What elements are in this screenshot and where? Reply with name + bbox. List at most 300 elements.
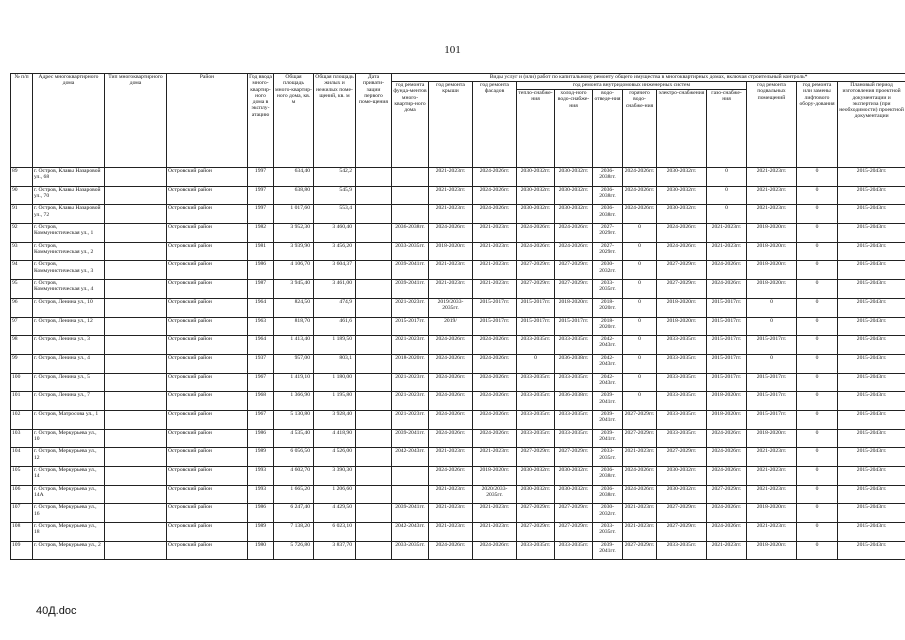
cell-facade: 2024-2026гг. [473, 541, 517, 560]
cell-cold-water: 2033-2035гг. [555, 410, 593, 429]
cell-total-area: 7 138,20 [274, 523, 314, 542]
cell-gas: 0 [707, 186, 747, 205]
cell-foundation: 2039-2041гг. [392, 261, 429, 280]
cell-num: 108 [11, 523, 33, 542]
cell-design: 2015-2043гг. [838, 448, 905, 467]
cell-heat: 2015-2017гг. [517, 317, 555, 336]
cell-facade: 2021-2023гг. [473, 448, 517, 467]
cell-type [105, 280, 167, 299]
header-design: Плановый период изготовления проектной документации и экспертиза (при необходимости) проектной документации [838, 82, 905, 168]
cell-gas: 0 [707, 205, 747, 224]
cell-basement: 2021-2023гг. [747, 205, 797, 224]
cell-roof: 2021-2023гг. [429, 523, 473, 542]
cell-sewer: 2033-2035гг. [593, 280, 623, 299]
cell-privatization [356, 523, 392, 542]
cell-sewer: 2036-2038гг. [593, 205, 623, 224]
table-row [11, 392, 905, 411]
header-hot-water: горячего водо-снабже-ния [623, 90, 657, 168]
cell-elevator: 0 [797, 448, 838, 467]
cell-basement: 2018-2020гг. [747, 280, 797, 299]
cell-total-area: 4 535,40 [274, 429, 314, 448]
cell-sewer: 2033-2035гг. [593, 448, 623, 467]
cell-district: Островский район [167, 298, 248, 317]
cell-type [105, 224, 167, 243]
cell-elevator: 0 [797, 205, 838, 224]
header-cold-water: холод-ного водо-снабже-ния [555, 90, 593, 168]
cell-roof: 2024-2026гг. [429, 410, 473, 429]
cell-heat: 2024-2026гг. [517, 242, 555, 261]
cell-hot-water: 0 [623, 261, 657, 280]
cell-total-area: 6 056,50 [274, 448, 314, 467]
cell-total-area: 4 602,70 [274, 467, 314, 486]
cell-num: 97 [11, 317, 33, 336]
cell-num: 95 [11, 280, 33, 299]
cell-gas: 2021-2023гг. [707, 224, 747, 243]
table-row [11, 410, 905, 429]
cell-sewer: 2030-2032гг. [593, 261, 623, 280]
cell-year: 1987 [248, 280, 274, 299]
table-row [11, 523, 905, 542]
cell-num: 105 [11, 467, 33, 486]
cell-hot-water: 2027-2029гг. [623, 410, 657, 429]
cell-elevator: 0 [797, 504, 838, 523]
cell-sewer: 2033-2035гг. [593, 523, 623, 542]
cell-hot-water: 0 [623, 280, 657, 299]
cell-foundation: 2021-2023гг. [392, 298, 429, 317]
cell-address: г. Остров, Клавы Назаровой ул., 72 [33, 205, 105, 224]
cell-gas: 0 [707, 168, 747, 187]
cell-district: Островский район [167, 373, 248, 392]
header-gas: газо-снабже-ния [707, 90, 747, 168]
cell-roof: 2024-2026гг. [429, 373, 473, 392]
cell-type [105, 410, 167, 429]
cell-basement: 2018-2020гг. [747, 242, 797, 261]
cell-cold-water: 2030-2032гг. [555, 485, 593, 504]
cell-electric: 2027-2029гг. [657, 261, 707, 280]
header-district: Район [167, 74, 248, 168]
cell-year: 1997 [248, 168, 274, 187]
cell-num: 102 [11, 410, 33, 429]
cell-hot-water: 2024-2026гг. [623, 205, 657, 224]
cell-electric: 2033-2035гг. [657, 354, 707, 373]
cell-basement: 2018-2020гг. [747, 429, 797, 448]
cell-total-area: 5 726,80 [274, 541, 314, 560]
cell-facade: 2024-2026гг. [473, 429, 517, 448]
cell-address: г. Остров, Матросова ул., 1 [33, 410, 105, 429]
cell-living-area: 4 418,90 [314, 429, 356, 448]
cell-heat: 2033-2035гг. [517, 541, 555, 560]
cell-facade: 2021-2023гг. [473, 261, 517, 280]
cell-sewer: 2030-2032гг. [593, 504, 623, 523]
cell-cold-water: 2033-2035гг. [555, 373, 593, 392]
cell-facade: 2024-2026гг. [473, 168, 517, 187]
cell-design: 2015-2043гг. [838, 485, 905, 504]
cell-heat: 2030-2032гг. [517, 168, 555, 187]
cell-foundation: 2021-2023гг. [392, 336, 429, 355]
cell-privatization [356, 448, 392, 467]
cell-num: 106 [11, 485, 33, 504]
cell-num: 91 [11, 205, 33, 224]
cell-privatization [356, 467, 392, 486]
cell-facade: 2024-2026гг. [473, 205, 517, 224]
table-row [11, 205, 905, 224]
cell-design: 2015-2043гг. [838, 392, 905, 411]
cell-district: Островский район [167, 504, 248, 523]
cell-sewer: 2018-2020гг. [593, 317, 623, 336]
cell-basement: 2021-2023гг. [747, 168, 797, 187]
table-row [11, 429, 905, 448]
cell-foundation [392, 485, 429, 504]
cell-hot-water: 0 [623, 373, 657, 392]
cell-design: 2015-2043гг. [838, 541, 905, 560]
cell-district: Островский район [167, 448, 248, 467]
cell-design: 2015-2043гг. [838, 504, 905, 523]
cell-design: 2015-2043гг. [838, 373, 905, 392]
cell-privatization [356, 280, 392, 299]
cell-district: Островский район [167, 242, 248, 261]
cell-address: г. Остров, Ленина ул., 12 [33, 317, 105, 336]
cell-hot-water: 0 [623, 354, 657, 373]
table-row [11, 168, 905, 187]
cell-basement: 2018-2020гг. [747, 504, 797, 523]
cell-sewer: 2036-2038гг. [593, 467, 623, 486]
header-sewer: водо-отведе-ния [593, 90, 623, 168]
table-row [11, 541, 905, 560]
cell-hot-water: 2024-2026гг. [623, 485, 657, 504]
cell-hot-water: 2024-2026гг. [623, 168, 657, 187]
cell-facade: 2024-2026гг. [473, 373, 517, 392]
cell-roof: 2021-2023гг. [429, 448, 473, 467]
cell-heat: 2024-2026гг. [517, 224, 555, 243]
table-row [11, 485, 905, 504]
cell-roof: 2024-2026гг. [429, 354, 473, 373]
cell-total-area: 1 665,20 [274, 485, 314, 504]
cell-elevator: 0 [797, 280, 838, 299]
cell-basement: 0 [747, 317, 797, 336]
header-living-area: Общая площадь жилых и нежилых поме-щений, кв. м [314, 74, 356, 168]
cell-roof: 2024-2026гг. [429, 336, 473, 355]
cell-foundation: 2039-2041гг. [392, 280, 429, 299]
cell-year: 1993 [248, 467, 274, 486]
cell-facade: 2021-2023гг. [473, 523, 517, 542]
cell-type [105, 205, 167, 224]
header-type: Тип многоквартирного дома [105, 74, 167, 168]
cell-foundation: 2021-2023гг. [392, 410, 429, 429]
cell-electric: 2033-2035гг. [657, 410, 707, 429]
cell-roof: 2021-2023гг. [429, 186, 473, 205]
cell-gas: 2018-2020гг. [707, 392, 747, 411]
cell-design: 2015-2043гг. [838, 317, 905, 336]
cell-roof: 2024-2026гг. [429, 541, 473, 560]
cell-basement: 0 [747, 354, 797, 373]
capital-repair-table [10, 73, 905, 560]
cell-address: г. Остров, Клавы Назаровой ул., 68 [33, 168, 105, 187]
table-header [11, 74, 905, 168]
cell-total-area: 1 366,90 [274, 392, 314, 411]
cell-address: г. Остров, Ленина ул., 5 [33, 373, 105, 392]
cell-sewer: 2036-2038гг. [593, 168, 623, 187]
cell-type [105, 523, 167, 542]
cell-privatization [356, 298, 392, 317]
cell-elevator: 0 [797, 261, 838, 280]
cell-elevator: 0 [797, 485, 838, 504]
cell-privatization [356, 485, 392, 504]
cell-electric: 2030-2032гг. [657, 467, 707, 486]
cell-district: Островский район [167, 205, 248, 224]
cell-heat: 0 [517, 354, 555, 373]
capital-repair-table-wrapper [10, 73, 904, 560]
cell-heat: 2033-2035гг. [517, 429, 555, 448]
cell-total-area: 638,80 [274, 186, 314, 205]
cell-num: 92 [11, 224, 33, 243]
header-total-area: Общая площадь много-квартир-ного дома, кв. м [274, 74, 314, 168]
cell-living-area: 545,9 [314, 186, 356, 205]
cell-foundation: 2021-2023гг. [392, 392, 429, 411]
cell-privatization [356, 541, 392, 560]
cell-cold-water: 2036-2038гг. [555, 354, 593, 373]
cell-num: 94 [11, 261, 33, 280]
cell-roof: 2024-2026гг. [429, 392, 473, 411]
cell-elevator: 0 [797, 317, 838, 336]
cell-electric: 2030-2032гг. [657, 205, 707, 224]
cell-privatization [356, 224, 392, 243]
cell-hot-water: 2027-2029гг. [623, 541, 657, 560]
cell-living-area: 542,2 [314, 168, 356, 187]
cell-total-area: 3 939,90 [274, 242, 314, 261]
cell-living-area: 461,6 [314, 317, 356, 336]
cell-privatization [356, 392, 392, 411]
cell-design: 2015-2043гг. [838, 429, 905, 448]
cell-elevator: 0 [797, 354, 838, 373]
cell-facade: 2024-2026гг. [473, 336, 517, 355]
cell-address: г. Остров, Клавы Назаровой ул., 70 [33, 186, 105, 205]
cell-living-area: 3 461,00 [314, 280, 356, 299]
cell-cold-water: 2027-2029гг. [555, 280, 593, 299]
header-elevator: год ремонта или замены лифтового обору-дования [797, 82, 838, 168]
cell-cold-water: 2030-2032гг. [555, 168, 593, 187]
header-num: № п/п [11, 74, 33, 168]
cell-type [105, 392, 167, 411]
cell-address: г. Остров, Меркурьева ул., 16 [33, 504, 105, 523]
cell-heat: 2033-2035гг. [517, 392, 555, 411]
cell-foundation [392, 205, 429, 224]
cell-electric: 2033-2035гг. [657, 373, 707, 392]
cell-district: Островский район [167, 541, 248, 560]
table-row [11, 186, 905, 205]
cell-electric: 2018-2020гг. [657, 317, 707, 336]
cell-gas: 2015-2017гг. [707, 298, 747, 317]
cell-gas: 2027-2029гг. [707, 485, 747, 504]
cell-privatization [356, 205, 392, 224]
cell-total-area: 1 419,10 [274, 373, 314, 392]
cell-facade: 2024-2026гг. [473, 410, 517, 429]
cell-elevator: 0 [797, 373, 838, 392]
cell-address: г. Остров, Коммунистическая ул., 3 [33, 261, 105, 280]
cell-electric: 2033-2035гг. [657, 336, 707, 355]
cell-type [105, 448, 167, 467]
cell-privatization [356, 168, 392, 187]
cell-design: 2015-2043гг. [838, 224, 905, 243]
cell-heat: 2027-2029гг. [517, 504, 555, 523]
table-row [11, 261, 905, 280]
table-row [11, 448, 905, 467]
cell-electric: 2024-2026гг. [657, 242, 707, 261]
cell-elevator: 0 [797, 186, 838, 205]
cell-type [105, 504, 167, 523]
cell-design: 2015-2043гг. [838, 467, 905, 486]
page-number: 101 [444, 44, 461, 56]
cell-cold-water: 2036-2038гг. [555, 392, 593, 411]
cell-facade: 2024-2026гг. [473, 186, 517, 205]
cell-living-area: 1 189,50 [314, 336, 356, 355]
cell-gas: 2024-2026гг. [707, 280, 747, 299]
cell-num: 90 [11, 186, 33, 205]
cell-basement: 0 [747, 298, 797, 317]
cell-type [105, 317, 167, 336]
cell-roof: 2019/2033-2035гг. [429, 298, 473, 317]
cell-design: 2015-2043гг. [838, 242, 905, 261]
cell-year: 1968 [248, 392, 274, 411]
cell-sewer: 2036-2038гг. [593, 485, 623, 504]
cell-sewer: 2018-2020гг. [593, 298, 623, 317]
cell-cold-water: 2033-2035гг. [555, 336, 593, 355]
cell-elevator: 0 [797, 224, 838, 243]
cell-roof: 2024-2026гг. [429, 467, 473, 486]
cell-foundation: 2033-2035гг. [392, 242, 429, 261]
cell-electric: 2027-2029гг. [657, 504, 707, 523]
cell-district: Островский район [167, 261, 248, 280]
cell-year: 1967 [248, 373, 274, 392]
cell-privatization [356, 410, 392, 429]
cell-cold-water: 2024-2026гг. [555, 242, 593, 261]
cell-facade: 2021-2023гг. [473, 504, 517, 523]
cell-gas: 2015-2017гг. [707, 336, 747, 355]
cell-cold-water: 2015-2017гг. [555, 317, 593, 336]
cell-elevator: 0 [797, 336, 838, 355]
cell-living-area: 474,9 [314, 298, 356, 317]
cell-num: 96 [11, 298, 33, 317]
cell-design: 2015-2043гг. [838, 336, 905, 355]
cell-address: г. Остров, Ленина ул., 7 [33, 392, 105, 411]
cell-privatization [356, 242, 392, 261]
cell-foundation: 2042-2043гг. [392, 523, 429, 542]
cell-hot-water: 0 [623, 242, 657, 261]
cell-living-area: 4 429,50 [314, 504, 356, 523]
header-foundation: год ремонта фунда-ментов много-квартир-ного дома [392, 82, 429, 168]
cell-type [105, 242, 167, 261]
cell-gas: 2024-2026гг. [707, 448, 747, 467]
footer-filename: 40Д.doc [36, 605, 77, 617]
cell-hot-water: 0 [623, 317, 657, 336]
table-row [11, 298, 905, 317]
cell-heat: 2033-2035гг. [517, 336, 555, 355]
cell-living-area: 1 180,00 [314, 373, 356, 392]
cell-foundation: 2036-2038гг. [392, 224, 429, 243]
cell-heat: 2033-2035гг. [517, 373, 555, 392]
cell-basement: 2021-2023гг. [747, 467, 797, 486]
cell-num: 107 [11, 504, 33, 523]
cell-living-area: 1 195,80 [314, 392, 356, 411]
cell-basement: 2015-2017гг. [747, 410, 797, 429]
cell-type [105, 186, 167, 205]
cell-district: Островский район [167, 317, 248, 336]
cell-year: 1986 [248, 261, 274, 280]
cell-basement: 2018-2020гг. [747, 261, 797, 280]
cell-privatization [356, 186, 392, 205]
cell-basement: 2021-2023гг. [747, 448, 797, 467]
cell-year: 1997 [248, 205, 274, 224]
cell-privatization [356, 429, 392, 448]
header-works-group: Виды услуг и (или) работ по капитальному ремонту общего имущества в многоквартирных домах, включая строительный контроль* [392, 74, 905, 82]
cell-district: Островский район [167, 523, 248, 542]
cell-elevator: 0 [797, 168, 838, 187]
cell-living-area: 553,4 [314, 205, 356, 224]
cell-year: 1964 [248, 336, 274, 355]
cell-total-area: 4 106,70 [274, 261, 314, 280]
cell-electric: 2033-2035гг. [657, 392, 707, 411]
cell-design: 2015-2043гг. [838, 261, 905, 280]
cell-total-area: 3 952,30 [274, 224, 314, 243]
cell-roof: 2021-2023гг. [429, 168, 473, 187]
cell-district: Островский район [167, 224, 248, 243]
cell-facade: 2024-2026гг. [473, 392, 517, 411]
cell-facade: 2024-2026гг. [473, 354, 517, 373]
cell-design: 2015-2043гг. [838, 298, 905, 317]
cell-design: 2015-2043гг. [838, 205, 905, 224]
cell-electric: 2030-2032гг. [657, 186, 707, 205]
cell-total-area: 634,40 [274, 168, 314, 187]
cell-facade: 2021-2023гг. [473, 242, 517, 261]
header-electric: электро-снабжения [657, 90, 707, 168]
cell-gas: 2021-2023гг. [707, 541, 747, 560]
cell-gas: 2024-2026гг. [707, 429, 747, 448]
cell-roof: 2018-2020гг. [429, 242, 473, 261]
cell-total-area: 1 413,40 [274, 336, 314, 355]
cell-address: г. Остров, Меркурьева ул., 2 [33, 541, 105, 560]
cell-hot-water: 2027-2029гг. [623, 429, 657, 448]
cell-hot-water: 0 [623, 392, 657, 411]
cell-type [105, 168, 167, 187]
header-basement: год ремонта подвальных помещений [747, 82, 797, 168]
cell-basement: 2018-2020гг. [747, 541, 797, 560]
cell-electric: 2018-2020гг. [657, 298, 707, 317]
cell-year: 1967 [248, 410, 274, 429]
cell-year: 1980 [248, 541, 274, 560]
cell-foundation: 2018-2020гг. [392, 354, 429, 373]
cell-heat: 2027-2029гг. [517, 448, 555, 467]
cell-sewer: 2039-2041гг. [593, 392, 623, 411]
cell-roof: 2021-2023гг. [429, 261, 473, 280]
cell-year: 1993 [248, 485, 274, 504]
cell-electric: 2033-2035гг. [657, 541, 707, 560]
cell-gas: 2024-2026гг. [707, 504, 747, 523]
cell-heat: 2027-2029гг. [517, 261, 555, 280]
cell-hot-water: 2024-2026гг. [623, 467, 657, 486]
cell-living-area: 3 390,30 [314, 467, 356, 486]
cell-district: Островский район [167, 485, 248, 504]
cell-type [105, 336, 167, 355]
table-row [11, 224, 905, 243]
cell-gas: 2015-2017гг. [707, 354, 747, 373]
cell-sewer: 2042-2043гг. [593, 373, 623, 392]
cell-district: Островский район [167, 429, 248, 448]
cell-cold-water: 2030-2032гг. [555, 186, 593, 205]
cell-heat: 2030-2032гг. [517, 205, 555, 224]
cell-year: 1937 [248, 354, 274, 373]
cell-basement: 2021-2023гг. [747, 186, 797, 205]
cell-living-area: 803,1 [314, 354, 356, 373]
cell-privatization [356, 336, 392, 355]
